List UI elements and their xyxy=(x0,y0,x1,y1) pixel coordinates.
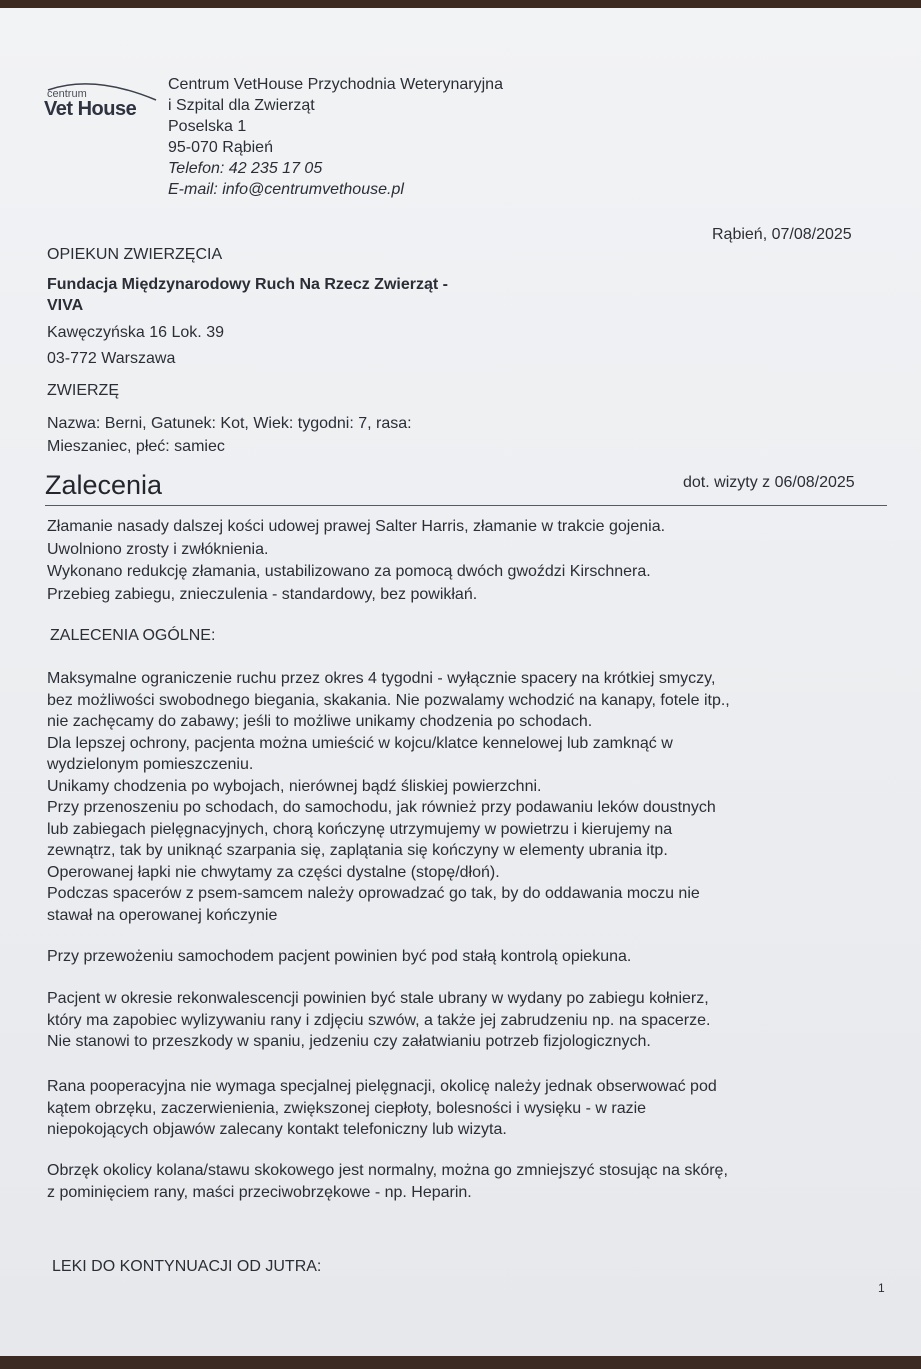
paragraph-line: który ma zapobiec wylizywaniu rany i zdjęciu szwów, a także jej zabrudzeniu np. na spacerze. xyxy=(47,1011,711,1029)
animal-line1: Nazwa: Berni, Gatunek: Kot, Wiek: tygodni: 7, rasa: xyxy=(47,415,412,432)
owner-address-line2: 03-772 Warszawa xyxy=(47,350,176,367)
paragraph-transport xyxy=(47,946,631,968)
paragraph-line: lub zabiegach pielęgnacyjnych, chorą kończynę utrzymujemy w powietrzu i kierujemy na xyxy=(47,820,673,838)
paragraph-line: Nie stanowi to przeszkody w spaniu, jedzeniu czy załatwianiu potrzeb fizjologicznych. xyxy=(47,1033,651,1050)
clinic-name-line1: Centrum VetHouse Przychodnia Weterynaryjna xyxy=(168,76,503,93)
medications-label: LEKI DO KONTYNUACJI OD JUTRA: xyxy=(52,1258,322,1275)
document-date: Rąbień, 07/08/2025 xyxy=(712,226,852,243)
recommendations-title: Zalecenia xyxy=(45,470,163,500)
animal-label: ZWIERZĘ xyxy=(47,382,119,399)
paragraph-line: Podczas spacerów z psem-samcem należy oprowadzać go tak, by do oddawania moczu nie xyxy=(47,885,700,902)
owner-label: OPIEKUN ZWIERZĘCIA xyxy=(47,246,223,263)
paragraph-line: stawał na operowanej kończynie xyxy=(47,906,278,924)
paragraph-line: Unikamy chodzenia po wybojach, nierównej bądź śliskiej powierzchni. xyxy=(47,777,542,795)
paragraph-line: niepokojących objawów zalecany kontakt telefoniczny lub wizyta. xyxy=(47,1121,507,1138)
paragraph-line: Obrzęk okolicy kolana/stawu skokowego jest normalny, można go zmniejszyć stosując na skórę, xyxy=(47,1162,728,1179)
owner-name xyxy=(47,274,448,316)
diagnosis-line: Wykonano redukcję złamania, ustabilizowano za pomocą dwóch gwoździ Kirschnera. xyxy=(47,563,651,580)
logo-big-text: Vet House xyxy=(44,98,137,120)
owner-address-line1: Kawęczyńska 16 Lok. 39 xyxy=(47,324,224,341)
animal-line2: Mieszaniec, płeć: samiec xyxy=(47,438,225,455)
logo-small-text: centrum xyxy=(47,88,87,100)
heading-divider xyxy=(45,505,887,506)
paragraph-wound xyxy=(47,1076,717,1141)
paragraph-collar xyxy=(47,988,710,1053)
clinic-header xyxy=(168,74,503,200)
paragraph-line: nie zachęcamy do zabawy; jeśli to możliwe unikamy chodzenia po schodach. xyxy=(47,713,593,730)
paragraph-line: Przy przewożeniu samochodem pacjent powinien być pod stałą kontrolą opiekuna. xyxy=(47,948,632,965)
paragraph-line: Operowanej łapki nie chwytamy za części dystalne (stopę/dłoń). xyxy=(47,863,500,881)
paragraph-swelling xyxy=(47,1160,728,1203)
paragraph-line: Dla lepszej ochrony, pacjenta można umieścić w kojcu/klatce kennelowej lub zamknąć w xyxy=(47,734,673,752)
diagnosis-line: Uwolniono zrosty i zwłóknienia. xyxy=(47,540,269,558)
diagnosis-line: Przebieg zabiegu, znieczulenia - standardowy, bez powikłań. xyxy=(47,585,478,603)
visit-date: dot. wizyty z 06/08/2025 xyxy=(683,474,855,491)
clinic-city: 95-070 Rąbień xyxy=(168,139,273,156)
paragraph-line: Pacjent w okresie rekonwalescencji powinien być stale ubrany w wydany po zabiegu kołnierz, xyxy=(47,990,709,1007)
paragraph-line: Maksymalne ograniczenie ruchu przez okres 4 tygodni - wyłącznie spacery na krótkiej smyczy, xyxy=(47,670,716,687)
owner-name-line1: Fundacja Międzynarodowy Ruch Na Rzecz Zwierząt - xyxy=(47,276,448,293)
paragraph-line: wydzielonym pomieszczeniu. xyxy=(47,756,254,773)
paragraph-line: zewnątrz, tak by uniknąć szarpania się, zaplątania się kończyny w elementy ubrania itp. xyxy=(47,842,668,859)
paragraph-line: z pominięciem rany, maści przeciwobrzękowe - np. Heparin. xyxy=(47,1183,472,1201)
clinic-name-line2: i Szpital dla Zwierząt xyxy=(168,97,315,114)
paragraph-line: Przy przenoszeniu po schodach, do samochodu, jak również przy podawaniu leków doustnych xyxy=(47,799,716,816)
diagnosis-block xyxy=(47,516,665,606)
clinic-phone: Telefon: 42 235 17 05 xyxy=(168,160,323,177)
owner-address xyxy=(47,320,224,372)
page-number: 1 xyxy=(878,1281,885,1295)
general-recommendations-label: ZALECENIA OGÓLNE: xyxy=(50,627,216,644)
diagnosis-line: Złamanie nasady dalszej kości udowej prawej Salter Harris, złamanie w trakcie gojenia. xyxy=(47,518,666,535)
paragraph-movement xyxy=(47,668,730,926)
clinic-logo xyxy=(44,76,162,124)
clinic-street: Poselska 1 xyxy=(168,118,247,135)
animal-description xyxy=(47,412,412,458)
owner-name-line2: VIVA xyxy=(47,297,84,314)
clinic-email: E-mail: info@centrumvethouse.pl xyxy=(168,181,404,198)
paragraph-line: kątem obrzęku, zaczerwienienia, zwiększonej ciepłoty, bolesności i wysięku - w razie xyxy=(47,1099,647,1117)
paragraph-line: Rana pooperacyjna nie wymaga specjalnej pielęgnacji, okolicę należy jednak obserwować pod xyxy=(47,1078,717,1095)
paragraph-line: bez możliwości swobodnego biegania, skakania. Nie pozwalamy wchodzić na kanapy, fotele itp., xyxy=(47,691,730,709)
document-page xyxy=(0,8,921,1356)
